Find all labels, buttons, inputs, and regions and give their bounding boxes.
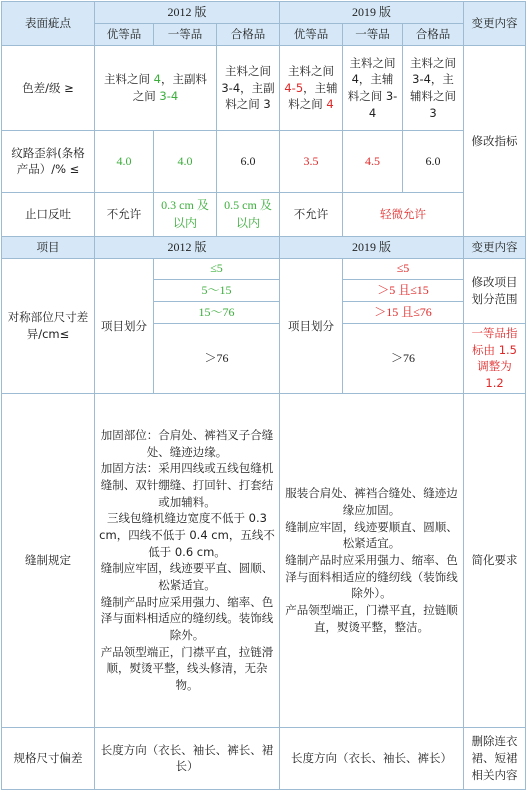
row-label-spec-deviation: 规格尺寸偏差 bbox=[2, 727, 95, 789]
sew-2019-para-4: 产品领型端正，门襟平直，拉链顺直，熨烫平整，整洁。 bbox=[285, 602, 458, 634]
color-2019-text-a: 主料之间 bbox=[288, 63, 335, 78]
stop-2012-premium: 不允许 bbox=[95, 192, 154, 236]
color-2019-value-a: 4-5 bbox=[284, 80, 304, 95]
row-label-color-difference: 色差/级 ≥ bbox=[2, 46, 95, 130]
row-label-symmetric-size: 对称部位尺寸差异/cm≤ bbox=[2, 259, 95, 394]
header2-2012-version: 2012 版 bbox=[95, 237, 280, 259]
sew-2012-para-4: 缝制应牢固，线迹要平直、圆顺、松紧适宜。 bbox=[100, 561, 274, 592]
header-item: 项目 bbox=[2, 237, 95, 259]
sym-change-first-grade: 一等品指标由 1.5 调整为 1.2 bbox=[464, 323, 526, 393]
color-2012-value-a: 4 bbox=[153, 72, 161, 87]
color-2019-text-b: ，主辅料之间 bbox=[288, 80, 338, 112]
color-2019-qualified: 主料之间 3-4，主辅料之间 3 bbox=[403, 46, 464, 130]
stop-2012-first: 0.3 cm 及以内 bbox=[154, 192, 217, 236]
header-2012-premium: 优等品 bbox=[95, 24, 154, 46]
header-2019-premium: 优等品 bbox=[280, 24, 343, 46]
header2-2019-version: 2019 版 bbox=[280, 237, 464, 259]
sew-2012-para-3: 三线包缝机缝边宽度不低于 0.3 cm，四线不低于 0.4 cm，五线不低于 0.6 cm。 bbox=[99, 511, 275, 559]
standard-comparison-table bbox=[1, 1, 526, 790]
color-2012-premium-first bbox=[95, 46, 217, 130]
row-label-skew: 纹路歪斜(条格产品）/% ≤ bbox=[2, 130, 95, 192]
sym-2019-range-1: ≤5 bbox=[343, 259, 464, 279]
sew-2019-para-2: 缝制应牢固，线迹要顺直、圆顺、松紧适宜。 bbox=[285, 519, 458, 551]
sew-2012-para-5: 缝制产品时应采用强力、缩率、色泽与面料相适应的缝纫线。装饰线除外。 bbox=[100, 594, 274, 642]
color-2019-value-b: 4 bbox=[326, 97, 334, 112]
header-2012-version: 2012 版 bbox=[95, 2, 280, 24]
skew-2019-first: 4.5 bbox=[343, 130, 403, 192]
header2-change-content: 变更内容 bbox=[464, 237, 526, 259]
skew-2012-first: 4.0 bbox=[154, 130, 217, 192]
color-2012-text-a: 主料之间 bbox=[104, 72, 154, 87]
sym-2019-range-4: ＞76 bbox=[343, 323, 464, 393]
color-2012-value-b: 3-4 bbox=[159, 88, 179, 103]
sym-2019-range-3: ＞15 且≤76 bbox=[343, 301, 464, 323]
header-2019-version: 2019 版 bbox=[280, 2, 464, 24]
sym-2019-division: 项目划分 bbox=[280, 259, 343, 394]
sym-2012-division: 项目划分 bbox=[95, 259, 154, 394]
header-2012-qualified: 合格品 bbox=[217, 24, 280, 46]
color-2012-qualified: 主料之间 3-4，主副料之间 3 bbox=[217, 46, 280, 130]
row-label-stop-mouth: 止口反吐 bbox=[2, 192, 95, 236]
sew-2019-para-3: 缝制产品时应采用强力、缩率、色泽与面料相适应的缝纫线（装饰线除外）。 bbox=[285, 552, 458, 601]
color-2019-premium bbox=[280, 46, 343, 130]
sew-2012-para-1: 加固部位：合肩处、裤裆叉子合缝处、缝迹边缘。 bbox=[100, 427, 274, 459]
stop-2012-qualified: 0.5 cm 及以内 bbox=[217, 192, 280, 236]
sew-2019-para-1: 服装合肩处、裤裆合缝处、缝迹边缘应加固。 bbox=[285, 486, 458, 517]
spec-change-content: 删除连衣裙、短裙相关内容 bbox=[464, 727, 526, 789]
header-surface-defect: 表面疵点 bbox=[2, 2, 95, 46]
header-2012-first: 一等品 bbox=[154, 24, 217, 46]
sew-change-content: 简化要求 bbox=[464, 393, 526, 727]
spec-2012-content: 长度方向（衣长、袖长、裤长、裙长） bbox=[95, 727, 280, 789]
stop-2019-first-qualified: 轻微允许 bbox=[343, 192, 464, 236]
skew-2012-premium: 4.0 bbox=[95, 130, 154, 192]
sym-2012-range-2: 5～15 bbox=[154, 279, 280, 301]
sew-2019-content bbox=[280, 393, 464, 727]
spec-2019-content: 长度方向（衣长、袖长、裤长） bbox=[280, 727, 464, 789]
sym-2012-range-3: 15～76 bbox=[154, 301, 280, 323]
header-2019-first: 一等品 bbox=[343, 24, 403, 46]
row-label-sewing-rules: 缝制规定 bbox=[2, 393, 95, 727]
sew-2012-content bbox=[95, 393, 280, 727]
sym-2012-range-1: ≤5 bbox=[154, 259, 280, 279]
sym-change-range: 修改项目划分范围 bbox=[464, 259, 526, 324]
skew-change-content: 修改指标 bbox=[464, 46, 526, 237]
color-2012-text-b: ，主副料之间 bbox=[132, 72, 207, 103]
sew-2012-para-6: 产品领型端正，门襟平直，拉链滑顺，熨烫平整，线头修清，无杂物。 bbox=[100, 644, 274, 693]
skew-2019-qualified: 6.0 bbox=[403, 130, 464, 192]
header-2019-qualified: 合格品 bbox=[403, 24, 464, 46]
sym-2012-range-4: ＞76 bbox=[154, 323, 280, 393]
stop-2019-premium: 不允许 bbox=[280, 192, 343, 236]
sym-2019-range-2: ＞5 且≤15 bbox=[343, 279, 464, 301]
header-change-content: 变更内容 bbox=[464, 2, 526, 46]
sew-2012-para-2: 加固方法：采用四线或五线包缝机缝制、双针绷缝、打回针、打套结或加辅料。 bbox=[100, 461, 274, 509]
color-2019-first: 主料之间 4，主辅料之间 3-4 bbox=[343, 46, 403, 130]
skew-2019-premium: 3.5 bbox=[280, 130, 343, 192]
skew-2012-qualified: 6.0 bbox=[217, 130, 280, 192]
